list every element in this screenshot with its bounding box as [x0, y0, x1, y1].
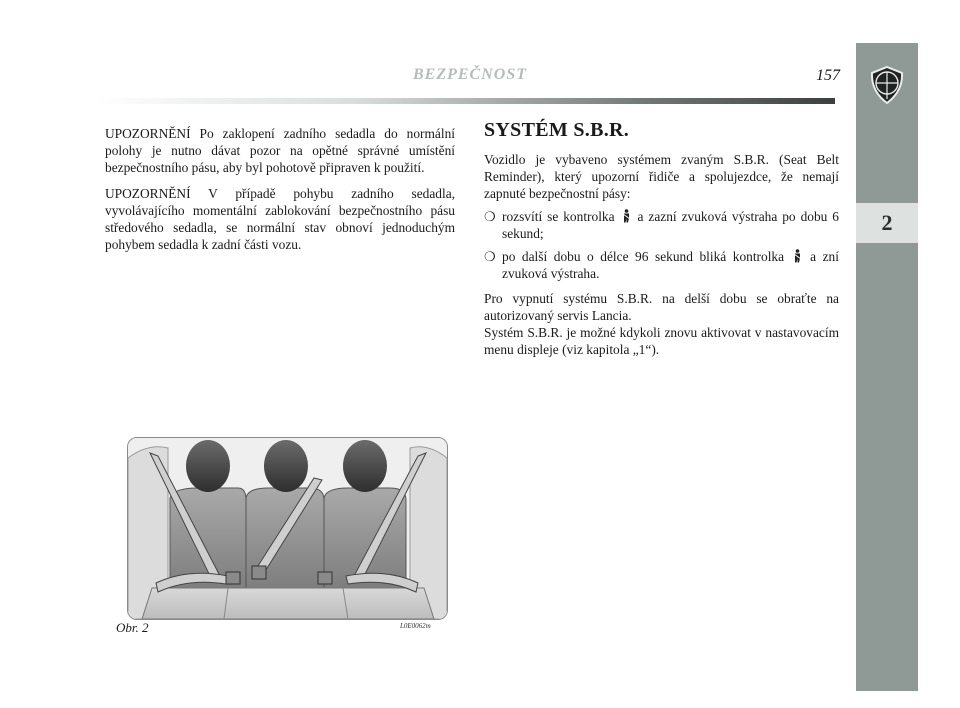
- sbr-bullet-list: [484, 208, 839, 282]
- bullet-circle-icon: ❍: [484, 249, 496, 264]
- list-item: [484, 208, 839, 242]
- sbr-disable-paragraph: Pro vypnutí systému S.B.R. na delší dobu se obraťte na autorizovaný servis Lancia.: [484, 291, 839, 323]
- seat-belt-warning-icon: [622, 209, 631, 223]
- lancia-shield-icon: [868, 65, 906, 105]
- bullet-text-before: po další dobu o délce 96 sekund bliká kontrolka: [502, 249, 785, 264]
- bullet-circle-icon: ❍: [484, 209, 496, 224]
- rear-seat-belts-illustration: [128, 438, 447, 619]
- figure-caption: Obr. 2: [116, 620, 149, 635]
- header-rule: [95, 98, 835, 104]
- bullet-text-before: rozsvítí se kontrolka: [502, 209, 615, 224]
- left-column: [105, 125, 455, 262]
- bullet-text-after: a zní zvuková výstraha.: [502, 249, 839, 281]
- bullet-text-after: a zazní zvuková výstraha po dobu 6 sekund;: [502, 209, 840, 241]
- page-number: 157: [816, 67, 840, 84]
- seat-belt-warning-icon: [793, 249, 802, 263]
- right-column: [484, 119, 840, 367]
- sbr-intro: Vozidlo je vybaveno systémem zvaným S.B.R. (Seat Belt Reminder), který upozorní řidiče a spolujezdce, že nemají zapnuté bezpečnostní pásy:: [484, 152, 839, 201]
- chapter-side-tab: [856, 43, 918, 691]
- section-heading: SYSTÉM S.B.R.: [484, 119, 630, 141]
- page-header-title: BEZPEČNOST: [412, 66, 527, 83]
- figure-seat-belts: [127, 437, 448, 620]
- chapter-number: 2: [856, 203, 918, 243]
- list-item: [484, 248, 839, 282]
- warning-paragraph-2: UPOZORNĚNÍ V případě pohybu zadního sedadla, vyvolávajícího momentální zablokování bezpečnostního pásu středového sedadla, se normální stav obnoví jednoduchým pohybem sedadla k zadní části vozu.: [105, 186, 455, 252]
- figure-code: L0E0062m: [400, 622, 431, 630]
- warning-paragraph-1: UPOZORNĚNÍ Po zaklopení zadního sedadla do normální polohy je nutno dávat pozor na opětné správné umístění bezpečnostního pásu, aby byl pohotově připraven k použití.: [105, 126, 455, 175]
- sbr-reactivate-paragraph: Systém S.B.R. je možné kdykoli znovu aktivovat v nastavovacím menu displeje (viz kapitola „1“).: [484, 325, 839, 357]
